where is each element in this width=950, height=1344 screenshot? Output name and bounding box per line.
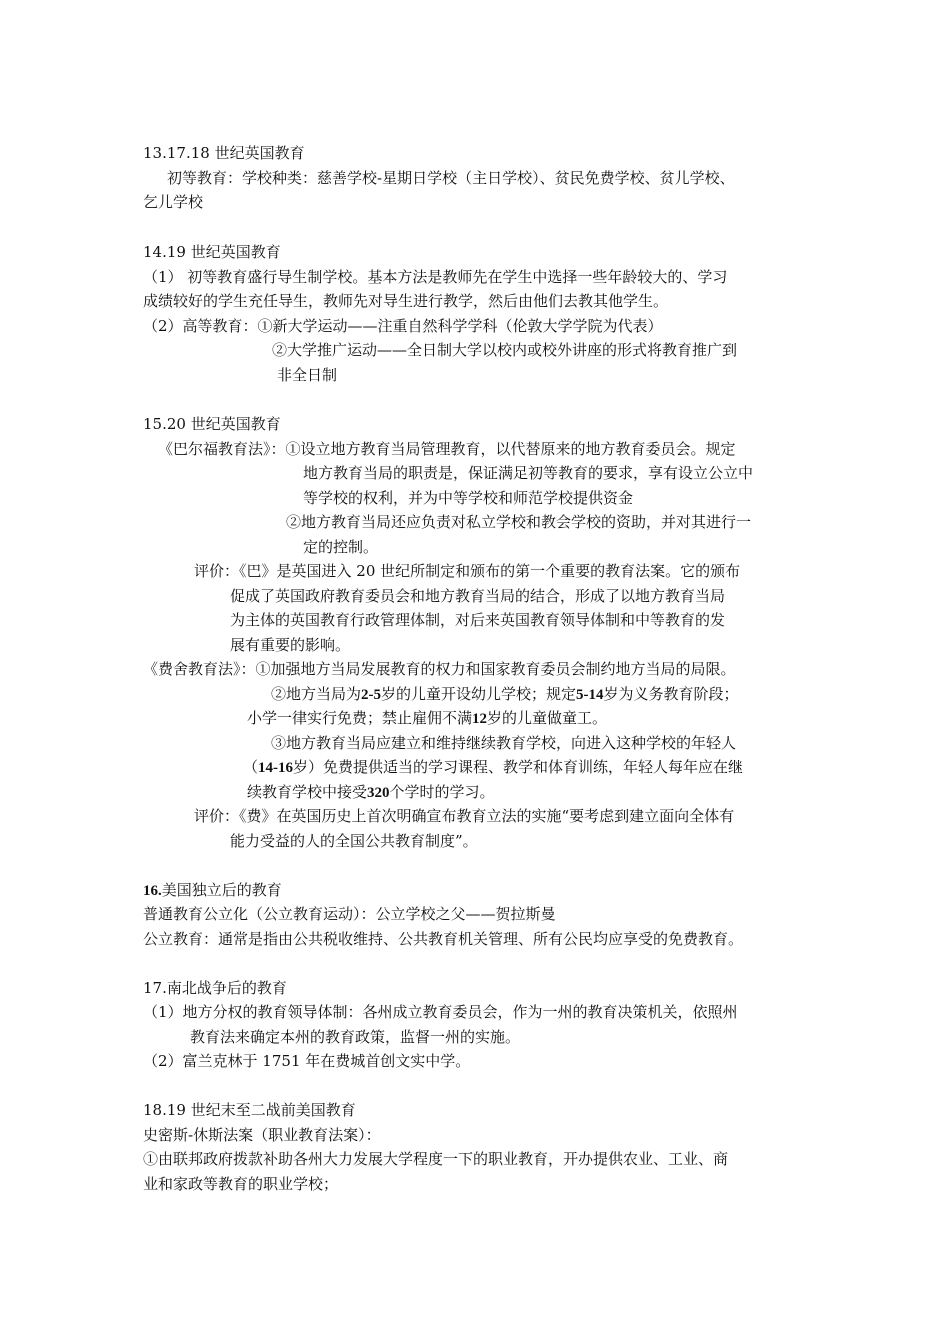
s15-fisher-item3: ③地方教育当局应建立和维持继续教育学校，向进入这种学校的年轻人 xyxy=(271,734,737,752)
bold-number: 12 xyxy=(472,711,488,727)
s15-eval-line: 为主体的英国教育行政管理体制，对后来英国教育领导体制和中等教育的发 xyxy=(230,611,726,629)
s14-line: 非全日制 xyxy=(277,366,338,384)
s15-eval2-line: 能力受益的人的全国公共教育制度”。 xyxy=(230,832,478,850)
section-14-heading: 14.19 世纪英国教育 xyxy=(143,243,281,261)
text-span: 岁的儿童开设幼儿学校；规定 xyxy=(381,685,577,703)
section-title: 美国独立后的教育 xyxy=(161,881,282,899)
s18-line: ①由联邦政府拨款补助各州大力发展大学程度一下的职业教育，开办提供农业、工业、商 xyxy=(143,1150,729,1168)
section-18-heading: 18.19 世纪末至二战前美国教育 xyxy=(143,1101,356,1119)
s15-line: 《巴尔福教育法》：①设立地方教育当局管理教育，以代替原来的地方教育委员会。规定 xyxy=(158,440,736,458)
section-17-heading: 17.南北战争后的教育 xyxy=(143,979,287,997)
text-span: 岁）免费提供适当的学习课程、教学和体育训练，年轻人每年应在继 xyxy=(293,758,744,776)
s17-line: （2）富兰克林于 1751 年在费城首创文实中学。 xyxy=(143,1052,471,1070)
bold-number: 2-5 xyxy=(361,687,382,703)
bold-number: 14-16 xyxy=(258,760,294,776)
text-span: 岁为义务教育阶段； xyxy=(603,685,739,703)
bold-number: 5-14 xyxy=(576,687,604,703)
text-span: 续教育学校中接受 xyxy=(247,783,368,801)
s17-line: 教育法来确定本州的教育政策，监督一州的实施。 xyxy=(190,1028,521,1046)
s15-eval2-line: 评价：《费》在英国历史上首次明确宣布教育立法的实施“要考虑到建立面向全体有 xyxy=(194,807,735,825)
s13-line: 乞儿学校 xyxy=(143,193,204,211)
text-span: 个学时的学习。 xyxy=(389,783,495,801)
s15-fisher-item2-cont xyxy=(247,706,607,731)
text-span: ②地方当局为 xyxy=(271,685,362,703)
s15-fisher-line: 《费舍教育法》：①加强地方当局发展教育的权力和国家教育委员会制约地方当局的局限。 xyxy=(143,660,736,678)
s15-line: 等学校的权利，并为中等学校和师范学校提供资金 xyxy=(303,489,634,507)
s13-line: 初等教育：学校种类：慈善学校-星期日学校（主日学校）、贫民免费学校、贫儿学校、 xyxy=(167,169,735,187)
s15-fisher-item3-cont xyxy=(247,780,495,805)
bold-number: 320 xyxy=(367,785,390,801)
s18-line: 业和家政等教育的职业学校； xyxy=(143,1175,339,1193)
section-number: 16. xyxy=(143,883,162,899)
s15-eval-line: 评价：《巴》是英国进入 20 世纪所制定和颁布的第一个重要的教育法案。它的颁布 xyxy=(194,562,741,580)
section-16-heading xyxy=(143,878,282,903)
s14-line: （1） 初等教育盛行导生制学校。基本方法是教师先在学生中选择一些年龄较大的、学习 xyxy=(143,268,728,286)
s15-line: 地方教育当局的职责是，保证满足初等教育的要求，享有设立公立中 xyxy=(303,464,754,482)
s15-line: ②地方教育当局还应负责对私立学校和教会学校的资助，并对其进行一 xyxy=(286,513,752,531)
s16-line: 普通教育公立化（公立教育运动）：公立学校之父——贺拉斯曼 xyxy=(143,905,556,923)
s14-line: 成绩较好的学生充任导生，教师先对导生进行教学，然后由他们去教其他学生。 xyxy=(143,292,669,310)
text-span: （ xyxy=(243,758,259,776)
text-span: 小学一律实行免费；禁止雇佣不满 xyxy=(247,709,473,727)
s15-line: 定的控制。 xyxy=(303,538,379,556)
s16-line: 公立教育：通常是指由公共税收维持、公共教育机关管理、所有公民均应享受的免费教育。 xyxy=(143,930,744,948)
s15-fisher-item3-cont xyxy=(243,755,743,780)
s15-eval-line: 展有重要的影响。 xyxy=(230,636,351,654)
s15-eval-line: 促成了英国政府教育委员会和地方教育当局的结合，形成了以地方教育当局 xyxy=(230,587,726,605)
s14-line: （2）高等教育：①新大学运动——注重自然科学学科（伦敦大学学院为代表） xyxy=(143,317,663,335)
section-15-heading: 15.20 世纪英国教育 xyxy=(143,415,281,433)
text-span: 岁的儿童做童工。 xyxy=(487,709,608,727)
section-13-heading: 13.17.18 世纪英国教育 xyxy=(143,144,305,162)
s14-line: ②大学推广运动——全日制大学以校内或校外讲座的形式将教育推广到 xyxy=(272,341,738,359)
s18-line: 史密斯-休斯法案（职业教育法案）： xyxy=(143,1126,381,1144)
s15-fisher-item2 xyxy=(271,682,739,707)
s17-line: （1）地方分权的教育领导体制：各州成立教育委员会，作为一州的教育决策机关，依照州 xyxy=(143,1003,738,1021)
